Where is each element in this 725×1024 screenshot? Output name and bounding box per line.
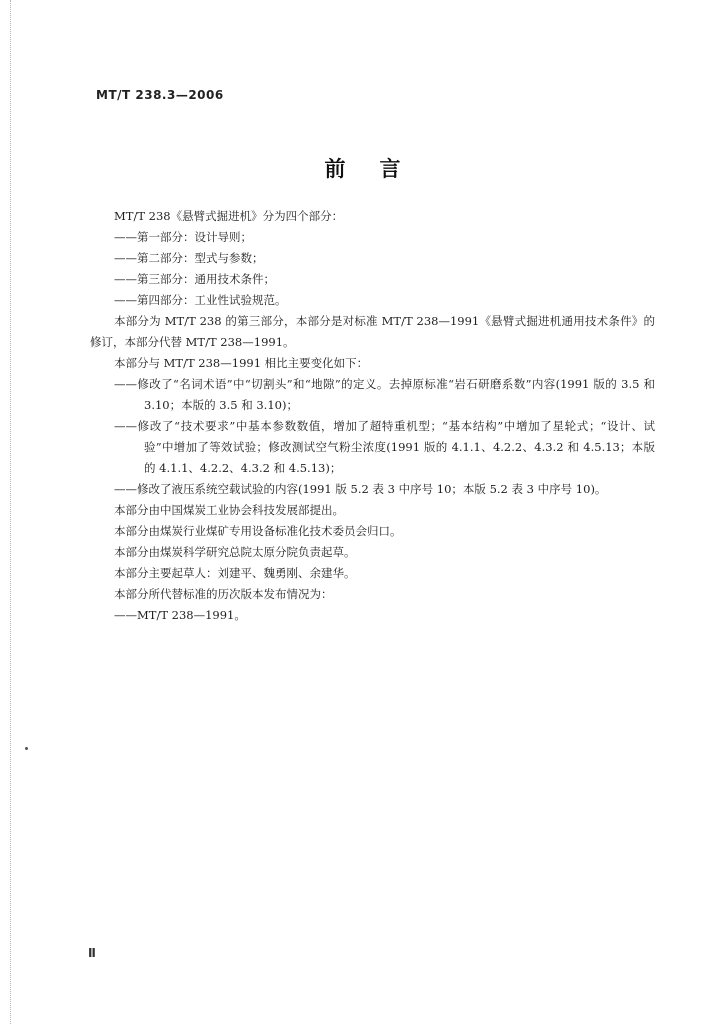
changes-intro: 本部分与 MT/T 238—1991 相比主要变化如下： — [114, 356, 369, 370]
change-item: ——修改了液压系统空载试验的内容(1991 版 5.2 表 3 中序号 10；本版 5.2 表 3 中序号 10)。 — [114, 482, 607, 496]
intro-paragraph: MT/T 238《悬臂式掘进机》分为四个部分： — [114, 209, 344, 223]
part-item: ——第一部分：设计导则； — [114, 230, 252, 244]
part-item: ——第二部分：型式与参数； — [114, 251, 264, 265]
scan-speck — [25, 747, 28, 750]
proposer-paragraph: 本部分由中国煤炭工业协会科技发展部提出。 — [114, 503, 344, 517]
part-item: ——第四部分：工业性试验规范。 — [114, 293, 287, 307]
history-item: ——MT/T 238—1991。 — [114, 608, 246, 622]
standard-id: MT/T 238.3—2006 — [96, 88, 224, 102]
centralized-paragraph: 本部分由煤炭行业煤矿专用设备标准化技术委员会归口。 — [114, 524, 402, 538]
change-item: ——修改了“技术要求”中基本参数数值，增加了超特重机型；“基本结构”中增加了星轮式；“设计、试验”中增加了等效试验；修改测试空气粉尘浓度(1991 版的 4.1.1、4.2.2、4.3.2 和 4.5.13；本版的 4.1.1、4.2.2、4.3.2 和 4.5.13)； — [114, 419, 655, 475]
revision-paragraph: 本部分为 MT/T 238 的第三部分，本部分是对标准 MT/T 238—1991《悬臂式掘进机通用技术条件》的修订，本部分代替 MT/T 238—1991。 — [90, 314, 655, 349]
drafter-unit-paragraph: 本部分由煤炭科学研究总院太原分院负责起草。 — [114, 545, 356, 559]
page-number: Ⅱ — [88, 946, 96, 960]
history-intro: 本部分所代替标准的历次版本发布情况为： — [114, 587, 333, 601]
page-title: 前言 — [324, 157, 435, 181]
part-item: ——第三部分：通用技术条件； — [114, 272, 275, 286]
change-item: ——修改了“名词术语”中“切割头”和“地隙”的定义。去掉原标准“岩石研磨系数”内容(1991 版的 3.5 和 3.10；本版的 3.5 和 3.10)； — [114, 377, 655, 412]
drafters-paragraph: 本部分主要起草人：刘建平、魏勇刚、余建华。 — [114, 566, 356, 580]
foreword-body — [90, 206, 655, 626]
